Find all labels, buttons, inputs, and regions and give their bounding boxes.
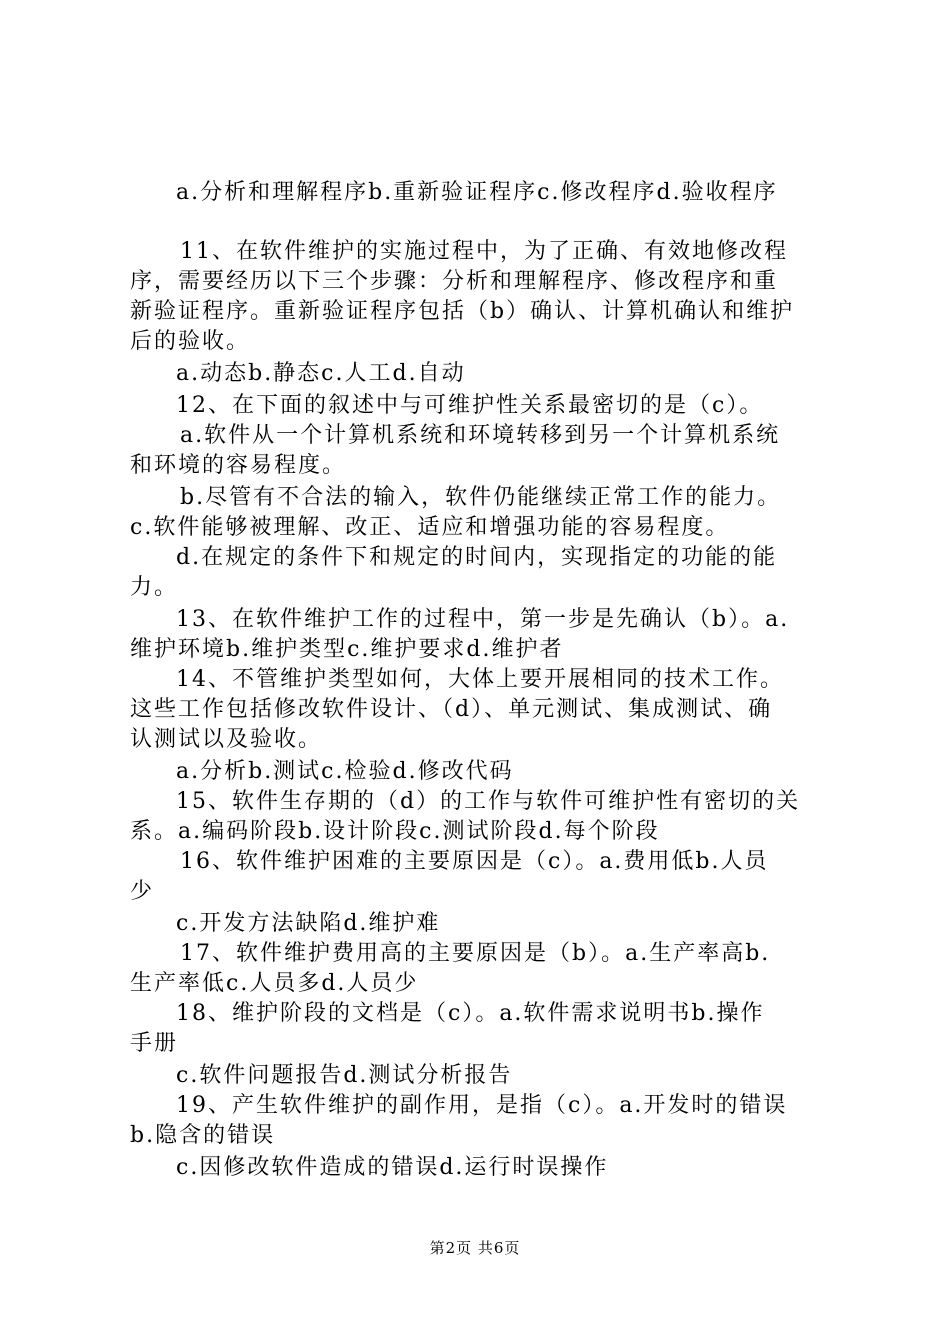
text-line-18: 认测试以及验收。 (130, 727, 323, 752)
text-line-31: b.隐含的错误 (130, 1123, 276, 1148)
text-line-29: c.软件问题报告d.测试分析报告 (176, 1063, 513, 1088)
text-line-23: 少 (130, 879, 155, 904)
text-line-19: a.分析b.测试c.检验d.修改代码 (176, 759, 514, 784)
text-line-26: 生产率低c.人员多d.人员少 (130, 971, 419, 996)
text-line-25: 17、软件维护费用高的主要原因是（b）。a.生产率高b. (180, 941, 771, 966)
text-line-15: 维护环境b.维护类型c.维护要求d.维护者 (130, 637, 564, 662)
text-line-13: 力。 (130, 575, 179, 600)
text-line-9: 和环境的容易程度。 (130, 453, 347, 478)
text-line-22: 16、软件维护困难的主要原因是（c）。a.费用低b.人员 (180, 849, 769, 874)
page-number-footer: 第2页 共6页 (429, 1239, 521, 1257)
text-line-27: 18、维护阶段的文档是（c）。a.软件需求说明书b.操作 (176, 1001, 765, 1026)
text-line-30: 19、产生软件维护的副作用，是指（c）。a.开发时的错误 (176, 1093, 788, 1118)
text-line-28: 手册 (130, 1031, 179, 1056)
text-line-3: 序，需要经历以下三个步骤：分析和理解程序、修改程序和重 (130, 269, 779, 294)
text-line-14: 13、在软件维护工作的过程中，第一步是先确认（b）。a. (176, 607, 790, 632)
text-line-17: 这些工作包括修改软件设计、（d）、单元测试、集成测试、确 (130, 697, 773, 722)
text-line-12: d.在规定的条件下和规定的时间内，实现指定的功能的能 (176, 545, 778, 570)
text-line-5: 后的验收。 (130, 329, 251, 354)
text-line-32: c.因修改软件造成的错误d.运行时误操作 (176, 1155, 609, 1180)
text-line-7: 12、在下面的叙述中与可维护性关系最密切的是（c）。 (176, 393, 764, 418)
text-line-10: b.尽管有不合法的输入，软件仍能继续正常工作的能力。 (180, 485, 782, 510)
text-line-4: 新验证程序。重新验证程序包括（b）确认、计算机确认和维护 (130, 299, 795, 324)
text-line-16: 14、不管维护类型如何，大体上要开展相同的技术工作。 (176, 667, 784, 692)
text-line-6: a.动态b.静态c.人工d.自动 (176, 361, 466, 386)
text-line-1: a.分析和理解程序b.重新验证程序c.修改程序d.验收程序 (176, 180, 778, 205)
text-line-8: a.软件从一个计算机系统和环境转移到另一个计算机系统 (180, 423, 781, 448)
text-line-20: 15、软件生存期的（d）的工作与软件可维护性有密切的关 (176, 789, 801, 814)
text-line-21: 系。a.编码阶段b.设计阶段c.测试阶段d.每个阶段 (130, 819, 660, 844)
text-line-24: c.开发方法缺陷d.维护难 (176, 911, 441, 936)
text-line-2: 11、在软件维护的实施过程中，为了正确、有效地修改程 (180, 239, 788, 264)
text-line-11: c.软件能够被理解、改正、适应和增强功能的容易程度。 (130, 515, 730, 540)
